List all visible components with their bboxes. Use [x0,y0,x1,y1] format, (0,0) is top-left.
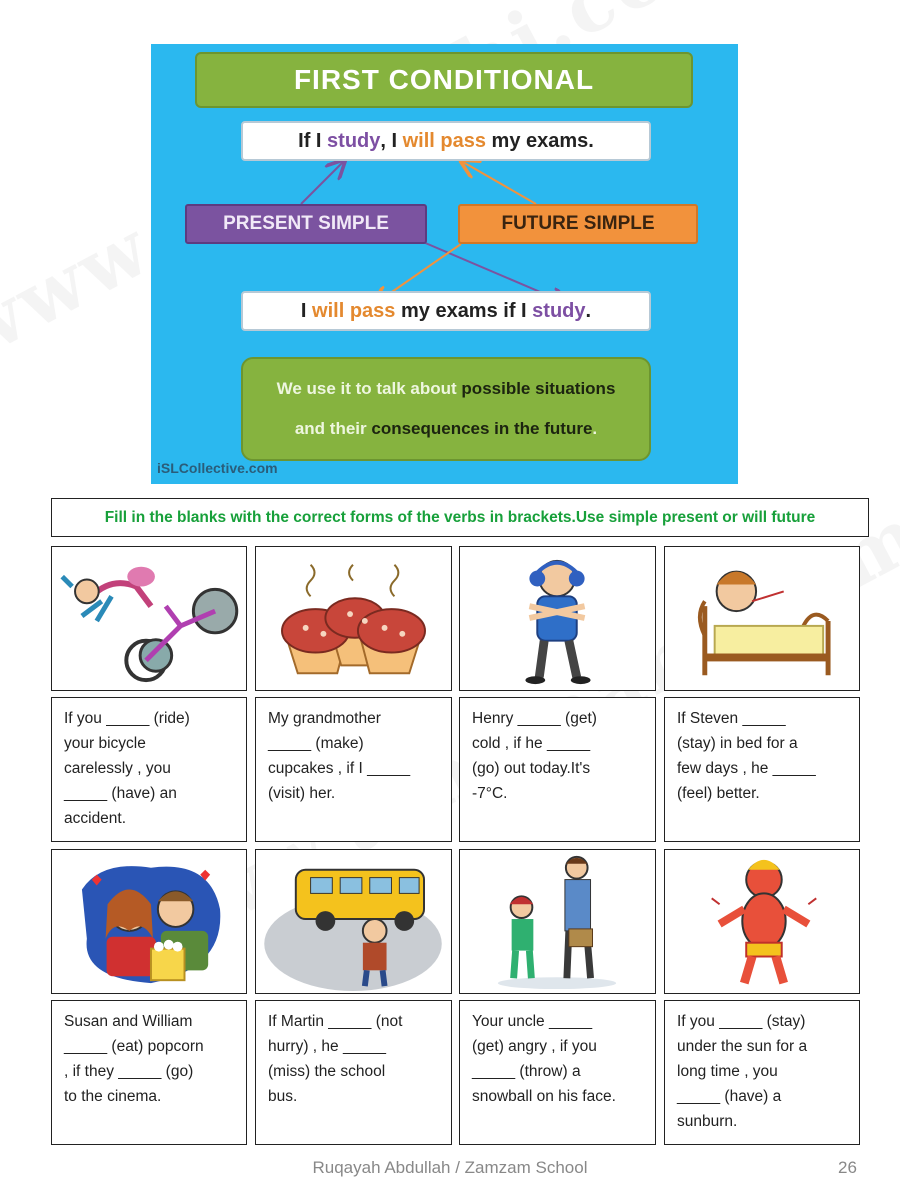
first-conditional-poster [151,44,738,484]
future-verb: will pass [312,299,396,322]
exercise-6 [255,1000,452,1145]
exercise-line: -7°C. [472,785,508,802]
footer-author: Ruqayah Abdullah / Zamzam School [312,1158,588,1177]
sentence-text: , I [380,129,403,152]
exercise-line: few days , he _____ [677,760,816,777]
page-number: 26 [838,1158,857,1177]
exercise-line: _____ (make) [268,735,364,752]
exercise-line: carelessly , you [64,760,171,777]
usage-highlight: possible situations [461,379,616,398]
cupcakes-icon [255,546,452,691]
future-simple-label: FUTURE SIMPLE [458,204,698,244]
exercise-5 [51,1000,247,1145]
usage-text: . [592,419,598,438]
sunburn-icon [664,849,860,994]
exercise-line: long time , you [677,1063,778,1080]
exercise-line: your bicycle [64,735,146,752]
exercise-3 [459,697,656,842]
present-verb: study [327,129,381,152]
exercise-line: snowball on his face. [472,1088,616,1105]
poster-title: FIRST CONDITIONAL [195,52,693,108]
exercise-line: cupcakes , if I _____ [268,760,411,777]
example-sentence-2 [241,291,651,331]
exercise-line: If you _____ (ride) [64,710,190,727]
exercise-line: My grandmother [268,710,381,727]
exercise-line: (go) out today.It's [472,760,591,777]
exercise-line: (stay) in bed for a [677,735,798,752]
present-simple-label: PRESENT SIMPLE [185,204,427,244]
exercise-line: _____ (throw) a [472,1063,581,1080]
example-sentence-1 [241,121,651,161]
exercise-line: Henry _____ (get) [472,710,597,727]
usage-text: and their [294,419,372,438]
present-verb: study [532,299,586,322]
exercise-line: Susan and William [64,1013,193,1030]
sentence-text: . [585,299,592,322]
exercise-instructions: Fill in the blanks with the correct forms of the verbs in brackets.Use simple present or will future [51,498,869,537]
poster-credit: iSLCollective.com [157,460,278,476]
school-bus-icon [255,849,452,994]
sentence-text: my exams. [485,129,594,152]
couple-cinema-icon [51,849,247,994]
exercise-line: If Martin _____ (not [268,1013,403,1030]
usage-explanation [241,357,651,461]
exercise-line: _____ (eat) popcorn [64,1038,204,1055]
exercise-line: Your uncle _____ [472,1013,593,1030]
snowball-icon [459,849,656,994]
exercise-line: (miss) the school [268,1063,386,1080]
cold-man-icon [459,546,656,691]
exercise-1 [51,697,247,842]
exercise-2 [255,697,452,842]
exercise-line: cold , if he _____ [472,735,591,752]
exercise-line: _____ (have) a [677,1088,782,1105]
exercise-line: If Steven _____ [677,710,786,727]
sick-boy-in-bed-icon [664,546,860,691]
exercise-line: If you _____ (stay) [677,1013,806,1030]
exercise-line: (get) angry , if you [472,1038,597,1055]
future-verb: will pass [402,129,486,152]
usage-text: We use it to talk about [276,379,462,398]
exercise-4 [664,697,860,842]
exercise-line: _____ (have) an [64,785,177,802]
exercise-line: sunburn. [677,1113,738,1130]
exercise-line: (feel) better. [677,785,760,802]
exercise-line: , if they _____ (go) [64,1063,194,1080]
exercise-line: bus. [268,1088,298,1105]
exercise-line: under the sun for a [677,1038,808,1055]
bicycle-accident-icon [51,546,247,691]
exercise-line: accident. [64,810,127,827]
exercise-line: hurry) , he _____ [268,1038,387,1055]
exercise-line: (visit) her. [268,785,336,802]
sentence-text: I [300,299,313,322]
exercise-7 [459,1000,656,1145]
sentence-text: If I [298,129,328,152]
exercise-line: to the cinema. [64,1088,162,1105]
usage-highlight: consequences in the future [371,419,593,438]
sentence-text: my exams if I [395,299,533,322]
exercise-8 [664,1000,860,1145]
